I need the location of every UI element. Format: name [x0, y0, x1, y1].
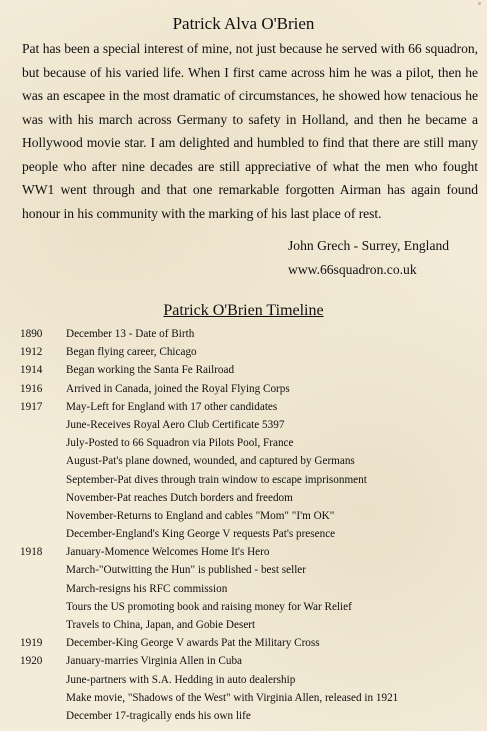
timeline-row [20, 471, 480, 489]
timeline-event: November-Returns to England and cables "Mom" "I'm OK" [66, 509, 335, 522]
timeline-year [20, 616, 66, 634]
timeline-year [20, 416, 66, 434]
timeline-row [20, 652, 480, 670]
timeline-row [20, 525, 480, 543]
timeline-event: June-Receives Royal Aero Club Certificate 5397 [66, 418, 285, 431]
timeline-year: 1914 [20, 364, 43, 377]
timeline-year [20, 434, 66, 452]
timeline-year [20, 580, 66, 598]
timeline-year: 1917 [20, 400, 43, 413]
timeline-year [20, 525, 66, 543]
timeline-year [20, 689, 66, 707]
timeline-year [20, 671, 66, 689]
timeline-row [20, 325, 480, 343]
timeline-row [20, 398, 480, 416]
timeline-row [20, 361, 480, 379]
timeline-event: November-Pat reaches Dutch borders and freedom [66, 491, 293, 504]
timeline-list [20, 325, 480, 725]
page-title: Patrick Alva O'Brien [172, 14, 315, 33]
timeline-event: December 17-tragically ends his own life [66, 709, 251, 722]
timeline-event: Make movie, "Shadows of the West" with Virginia Allen, released in 1921 [66, 691, 399, 704]
timeline-event: January-Momence Welcomes Home It's Hero [66, 546, 270, 559]
timeline-event: December 13 - Date of Birth [66, 328, 195, 340]
timeline-row [20, 598, 480, 616]
timeline-row [20, 452, 480, 470]
timeline-year: 1919 [20, 637, 43, 650]
timeline-row [20, 689, 480, 707]
timeline-row [20, 434, 480, 452]
paper-speck [478, 2, 481, 5]
timeline-row [20, 707, 480, 725]
signature-website: www.66squadron.co.uk [288, 262, 417, 277]
timeline-event: Arrived in Canada, joined the Royal Flying Corps [66, 382, 290, 395]
timeline-row [20, 616, 480, 634]
timeline-event: January-marries Virginia Allen in Cuba [66, 655, 243, 668]
timeline-event: May-Left for England with 17 other candidates [66, 400, 278, 413]
tribute-paragraph: Pat has been a special interest of mine, not just because he served with 66 squadron, but because of his varied life. When I first came across him he was a pilot, then he was an escapee in the most dramatic of circumstances, he showed how tenacious he was with his march across Germany to safety in Holland, and then he became a Hollywood movie star. I am delighted and humbled to find that there are still many people who after nine decades are still appreciative of what the men who fought WW1 went through and that one remarkable forgotten Airman has again found honour in his community with the marking of his last place of rest. [22, 41, 478, 221]
timeline-row [20, 507, 480, 525]
timeline-row [20, 343, 480, 361]
timeline-year [20, 452, 66, 470]
timeline-year [20, 489, 66, 507]
timeline-row [20, 380, 480, 398]
timeline-year [20, 471, 66, 489]
timeline-event: September-Pat dives through train window to escape imprisonment [66, 473, 367, 486]
timeline-row [20, 416, 480, 434]
timeline-year: 1890 [20, 328, 43, 340]
timeline-event: December-England's King George V requests Pat's presence [66, 528, 336, 541]
timeline-year [20, 507, 66, 525]
timeline-event: Tours the US promoting book and raising money for War Relief [66, 600, 352, 613]
timeline-event: Began flying career, Chicago [66, 346, 197, 359]
timeline-row [20, 634, 480, 652]
timeline-event: March-"Outwitting the Hun" is published - best seller [66, 564, 306, 577]
timeline-row [20, 671, 480, 689]
timeline-year [20, 707, 66, 725]
timeline-year: 1918 [20, 546, 43, 559]
timeline-event: March-resigns his RFC commission [66, 582, 228, 595]
timeline-title: Patrick O'Brien Timeline [163, 302, 324, 319]
timeline-row [20, 543, 480, 561]
timeline-event: June-partners with S.A. Hedding in auto dealership [66, 673, 296, 686]
timeline-event: December-King George V awards Pat the Military Cross [66, 637, 320, 650]
timeline-event: August-Pat's plane downed, wounded, and captured by Germans [66, 455, 355, 468]
timeline-row [20, 489, 480, 507]
timeline-year: 1920 [20, 655, 43, 668]
timeline-event: Began working the Santa Fe Railroad [66, 364, 235, 377]
timeline-year [20, 598, 66, 616]
timeline-event: Travels to China, Japan, and Gobie Desert [66, 619, 256, 631]
timeline-row [20, 561, 480, 579]
timeline-year: 1912 [20, 346, 43, 359]
timeline-event: July-Posted to 66 Squadron via Pilots Pool, France [66, 437, 294, 450]
timeline-year [20, 561, 66, 579]
timeline-year: 1916 [20, 382, 43, 395]
signature-name: John Grech - Surrey, England [288, 238, 450, 253]
timeline-row [20, 580, 480, 598]
